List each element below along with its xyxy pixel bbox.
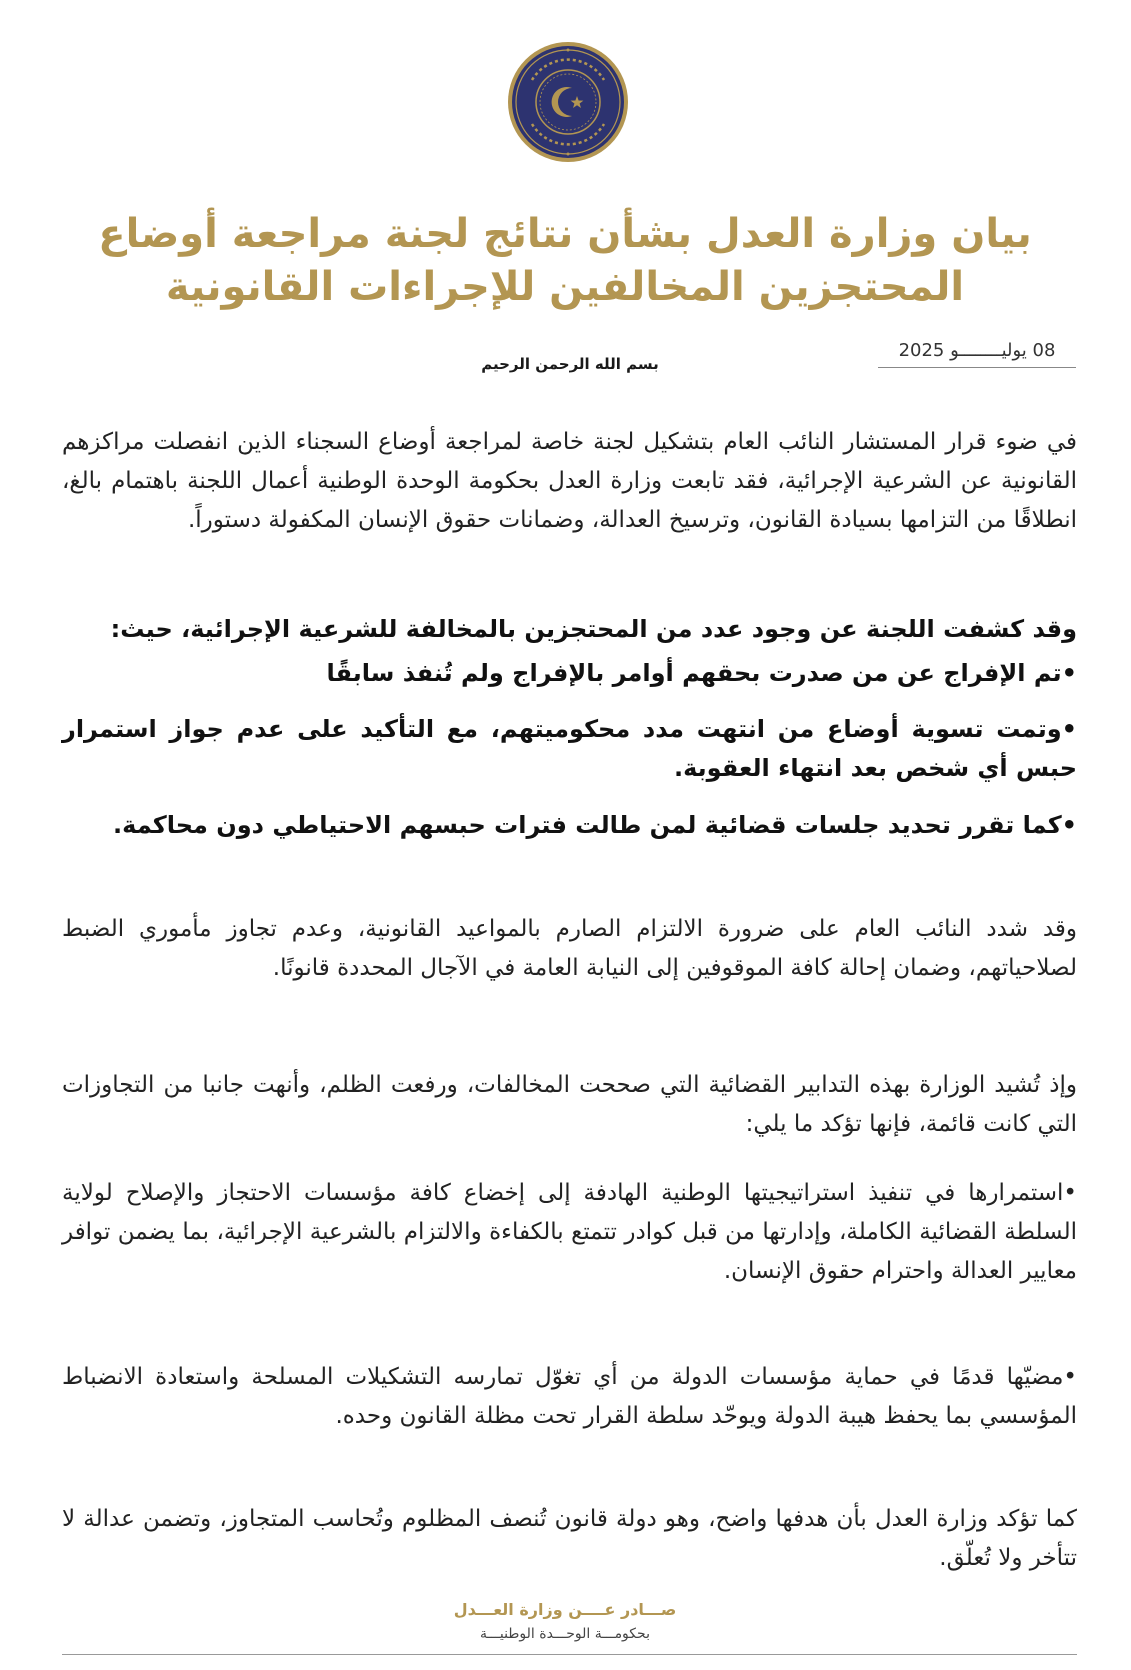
statement-date: 08 يوليــــــــو 2025 [878, 340, 1076, 368]
basmala: بسم الله الرحمن الرحيم [481, 355, 659, 373]
intro-paragraph: في ضوء قرار المستشار النائب العام بتشكيل لجنة خاصة لمراجعة أوضاع السجناء الذين انفصلت مراكزهم القانونية عن الشرعية الإجرائية، فقد تابعت وزارة العدل بحكومة الوحدة الوطنية أعمال اللجنة باهتمام بالغ، انطلاقًا من التزامها بسيادة القانون، وترسيخ العدالة، وضمانات حقوق الإنسان المكفولة دستوراً. [62, 429, 1077, 533]
commitment-bullet-strategy: •استمرارها في تنفيذ استراتيجيتها الوطنية الهادفة إلى إخضاع كافة مؤسسات الاحتجاز والإصلاح لولاية السلطة القضائية الكاملة، وإدارتها من قبل كوادر تتمتع بالكفاءة والالتزام بالشرعية الإجرائية، بما يضمن توافر معايير العدالة واحترام حقوق الإنسان. [62, 1180, 1077, 1284]
ministry-seal-logo [506, 40, 630, 164]
closing-paragraph: كما تؤكد وزارة العدل بأن هدفها واضح، وهو دولة قانون تُنصف المظلوم وتُحاسب المتجاوز، وتضمن عدالة لا تتأخر ولا تُعلّق. [62, 1506, 1077, 1571]
footer-government: بحكومـــة الوحـــدة الوطنيـــة [480, 1626, 650, 1642]
prosecutor-paragraph: وقد شدد النائب العام على ضرورة الالتزام الصارم بالمواعيد القانونية، وعدم تجاوز مأموري الضبط لصلاحياتهم، وضمان إحالة كافة الموقوفين إلى النيابة العامة في الآجال المحددة قانونًا. [62, 916, 1077, 981]
footer-issuer: صـــادر عــــن وزارة العـــدل [453, 1600, 677, 1619]
statement-title-line-1: بيان وزارة العدل بشأن نتائج لجنة مراجعة أوضاع [98, 211, 1032, 257]
finding-bullet-hearings: •كما تقرر تحديد جلسات قضائية لمن طالت فترات حبسهم الاحتياطي دون محاكمة. [113, 811, 1077, 839]
finding-bullet-release: •تم الإفراج عن من صدرت بحقهم أوامر بالإفراج ولم تُنفذ سابقًا [326, 659, 1077, 687]
statement-title-line-2: المحتجزين المخالفين للإجراءات القانونية [165, 264, 965, 310]
finding-bullet-settlement: •وتمت تسوية أوضاع من انتهت مدد محكوميتهم، مع التأكيد على عدم جواز استمرار حبس أي شخص بعد انتهاء العقوبة. [62, 715, 1077, 782]
findings-heading: وقد كشفت اللجنة عن وجود عدد من المحتجزين بالمخالفة للشرعية الإجرائية، حيث: [110, 615, 1077, 643]
ministry-praise-paragraph: وإذ تُشيد الوزارة بهذه التدابير القضائية التي صححت المخالفات، ورفعت الظلم، وأنهت جانبا من التجاوزات التي كانت قائمة، فإنها تؤكد ما يلي: [62, 1072, 1077, 1137]
footer-divider [62, 1654, 1077, 1655]
commitment-bullet-protection: •مضيّها قدمًا في حماية مؤسسات الدولة من أي تغوّل تمارسه التشكيلات المسلحة واستعادة الانضباط المؤسسي بما يحفظ هيبة الدولة ويوحّد سلطة القرار تحت مظلة القانون وحده. [62, 1364, 1077, 1429]
